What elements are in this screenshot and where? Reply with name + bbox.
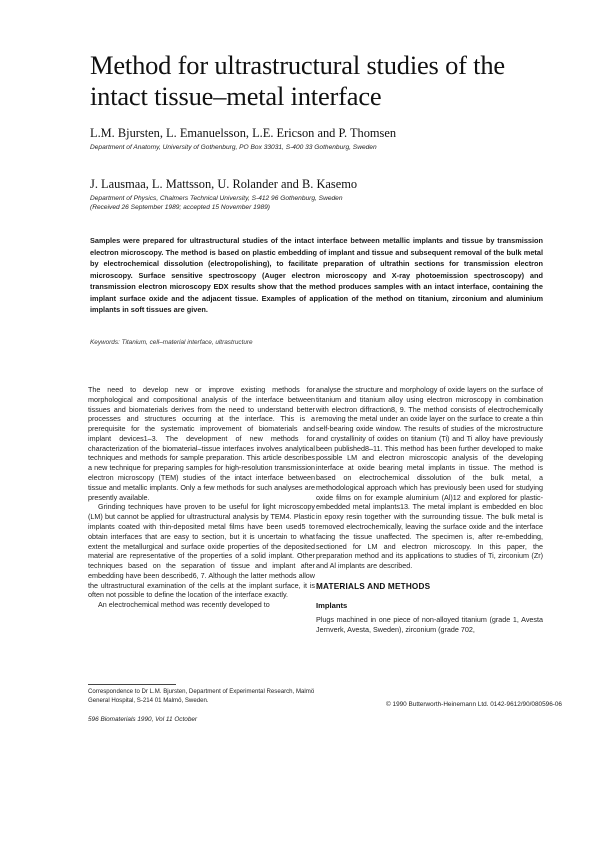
article-title: Method for ultrastructural studies of the intact tissue–metal interface xyxy=(90,50,505,111)
intro-paragraph-continued: analyse the structure and morphology of oxide layers on the surface of titanium and titanium alloy using electron microscopy in combination with electron diffraction8, 9. The method consists of electrochemically removing the metal under an oxide layer on the surface to create a thin self-bearing oxide window. The results of studies of the microstructure and crystallinity of oxides on titanium (Ti) and Ti alloy have previously been published8–11. This method has been further developed to make possible LM and electron microscopic analysis of the developing interface at oxide bearing metal implants in tissue. The method is based on electrochemical dissolution of the bulk metal, a methodological approach which has previously been used for studying oxide films on for example aluminium (Al)12 and explored for plastic-embedded metal implants13. The metal implant is embedded en bloc in epoxy resin together with the surrounding tissue. The bulk metal is removed electrochemically, leaving the surface oxide and the interface facing the tissue unaffected. The specimen is, after re-embedding, sectioned for LM and electron microscopy. In this paper, the preparation method and its applications to studies of Ti, zirconium (Zr) and Al implants are described. xyxy=(316,385,543,571)
received-dates: (Received 26 September 1989; accepted 15 November 1989) xyxy=(90,204,270,211)
intro-paragraph-1: The need to develop new or improve existing methods for morphological and compositional analysis of the interface between tissues and biomaterials derives from the need to understand better processes and structures occurring at the interface. This is a prerequisite for the systematic improvement of biomaterials and implant devices1–3. The development of new methods for characterization of the biomaterial–tissue interfaces involves analytical techniques and methods for sample preparation. This article describes a new technique for preparing samples for high-resolution transmission electron microscopy (TEM) studies of the intact interface between tissue and metallic implants. Only a few methods for such analyses are presently available. xyxy=(88,385,315,502)
intro-paragraph-2: Grinding techniques have proven to be useful for light microscopy (LM) but cannot be applied for ultrastructural analysis by TEM4. Plastic implants coated with thin-deposited metal films have been used5 to obtain interfaces that are easy to section, but it is uncertain to what extent the metallurgical and surface oxide properties of the deposited material are representative of the properties of a solid implant. Other techniques based on the separation of tissue and implant after embedding have been described6, 7. Although the latter methods allow the ultrastructural examination of the cells at the implant surface, it is often not possible to define the location of the interface exactly. xyxy=(88,502,315,600)
page-footer: 596 Biomaterials 1990, Vol 11 October xyxy=(88,716,198,723)
copyright-line: © 1990 Butterworth-Heinemann Ltd. 0142-9612/90/080596-06 xyxy=(386,701,562,708)
left-column xyxy=(88,385,315,610)
author-list-1: L.M. Bjursten, L. Emanuelsson, L.E. Ericson and P. Thomsen xyxy=(90,126,397,140)
subsection-heading: Implants xyxy=(316,600,348,610)
author-list-2: J. Lausmaa, L. Mattsson, U. Rolander and B. Kasemo xyxy=(90,177,358,191)
correspondence-note: Correspondence to Dr L.M. Bjursten, Department of Experimental Research, Malmö General Hospital, S-214 01 Malmö, Sweden. xyxy=(88,688,315,704)
footnote-divider xyxy=(88,684,176,685)
intro-paragraph-3: An electrochemical method was recently developed to xyxy=(98,600,270,610)
implants-paragraph: Plugs machined in one piece of non-alloyed titanium (grade 1, Avesta Jernverk, Avesta, Sweden), zirconium (grade 702, xyxy=(316,615,543,635)
abstract: Samples were prepared for ultrastructural studies of the intact interface between metallic implants and tissue by transmission electron microscopy. The method is based on plastic embedding of implant and tissue and subsequent removal of the bulk metal by electrochemical dissolution (electropolishing), to facilitate preparation of ultrathin sections for transmission electron microscopy. Surface sensitive spectroscopy (Auger electron microscopy and X-ray photoemission spectroscopy) and transmission electron microscopy EDX results show that the method produces samples with an intact interface, containing the implant surface oxide and the adjacent tissue. Examples of application of the method on titanium, zirconium and aluminium implants in soft tissues are given. xyxy=(90,236,543,314)
section-heading: MATERIALS AND METHODS xyxy=(316,581,431,591)
keywords: Keywords: Titanium, cell–material interface, ultrastructure xyxy=(90,339,253,346)
right-column xyxy=(316,385,543,635)
affiliation-2: Department of Physics, Chalmers Technical University, S-412 96 Gothenburg, Sweden xyxy=(90,195,343,202)
affiliation-1: Department of Anatomy, University of Gothenburg, PO Box 33031, S-400 33 Gothenburg, Sweden xyxy=(90,144,377,151)
